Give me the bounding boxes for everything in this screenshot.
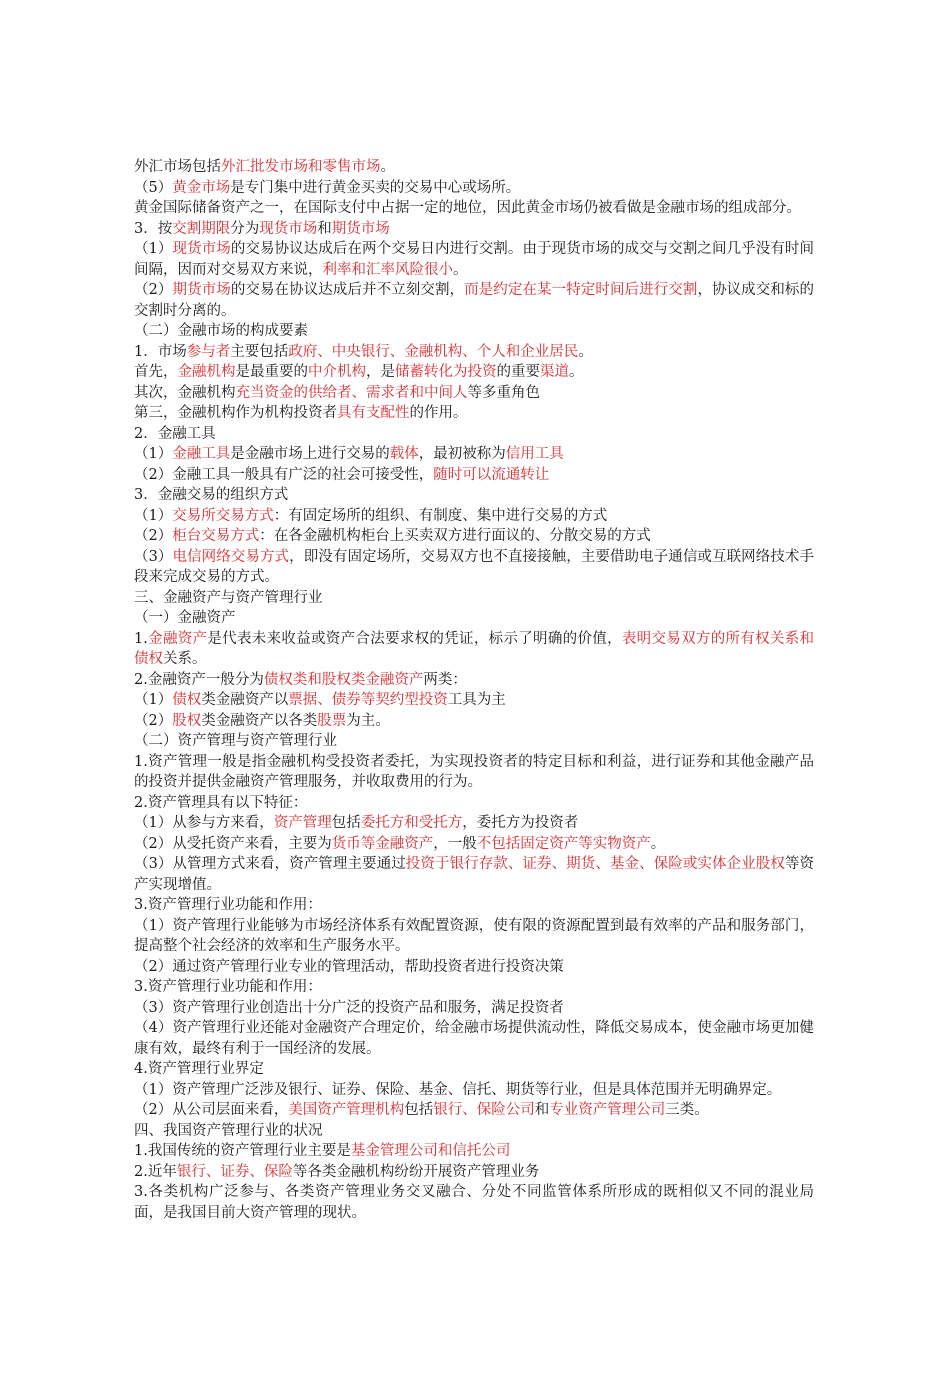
text-line <box>134 444 814 465</box>
text-run: （2） <box>134 528 173 544</box>
text-run: 的交易在协议达成后并不立刻交割， <box>230 282 465 298</box>
text-run: 分为 <box>230 220 260 237</box>
text-run: ，委托方为投资者 <box>462 815 579 831</box>
highlight-text: 票据、债券等契约型投资 <box>288 692 448 708</box>
highlight-text: 专业资产管理公司 <box>549 1102 666 1118</box>
text-run: 是专门集中进行黄金买卖的交易中心或场所。 <box>230 179 521 196</box>
text-line <box>134 403 814 424</box>
text-run: （2）从受托资产来看，主要为 <box>134 835 332 852</box>
highlight-text: 充当资金的供给者、需求者和中间人 <box>235 384 468 401</box>
text-run: ：在各金融机构柜台上买卖双方进行面议的、分散交易的方式 <box>259 528 651 544</box>
text-line <box>134 465 814 486</box>
text-run: 的交易协议达成后在两个交易日内进行交割。由于现货市场的成交与交割之间几乎没有时间间隔，因而对交易双方来说， <box>134 241 815 278</box>
text-line <box>134 588 814 609</box>
text-run: （二）金融市场的构成要素 <box>134 323 308 339</box>
text-line <box>134 998 814 1019</box>
text-run: 3.资产管理行业功能和作用： <box>134 897 322 913</box>
highlight-text: 具有支配性 <box>337 405 410 421</box>
text-run: （4）资产管理行业还能对金融资产合理定价，给金融市场提供流动性，降低交易成本，使金融市场更加健康有效，最终有利于一国经济的发展。 <box>134 1020 814 1057</box>
highlight-text: 美国资产管理机构 <box>288 1102 405 1118</box>
text-run: 其次，金融机构 <box>134 384 236 401</box>
text-run: 为主。 <box>346 712 390 729</box>
text-line <box>134 608 814 629</box>
highlight-text: 期货市场 <box>331 220 390 237</box>
highlight-text: 金融工具 <box>172 446 231 462</box>
text-run: 的作用。 <box>409 405 468 421</box>
text-run: （2）通过资产管理行业专业的管理活动，帮助投资者进行投资决策 <box>134 958 564 975</box>
document-body <box>134 157 814 1223</box>
text-line <box>134 219 814 240</box>
text-run: 2.近年 <box>134 1163 177 1180</box>
highlight-text: 债权 <box>172 692 202 708</box>
highlight-text: 储蓄转化为投资 <box>395 364 497 380</box>
text-line <box>134 1080 814 1101</box>
text-run: 3.各类机构广泛参与、各类资产管理业务交叉融合、分处不同监管体系所形成的既相似又不同的混业局面，是我国目前大资产管理的现状。 <box>134 1184 814 1221</box>
text-run: 和 <box>317 220 332 237</box>
highlight-text: 柜台交易方式 <box>172 528 260 544</box>
highlight-text: 现货市场 <box>172 241 231 257</box>
text-line <box>134 895 814 916</box>
text-line <box>134 957 814 978</box>
text-line <box>134 1018 814 1059</box>
text-line <box>134 157 814 178</box>
highlight-text: 电信网络交易方式 <box>172 548 290 565</box>
text-run: 是金融市场上进行交易的 <box>230 446 390 462</box>
highlight-text: 债权类和股权类金融资产 <box>263 671 424 688</box>
text-run: 。 <box>453 261 468 278</box>
highlight-text: 货币等金融资产 <box>331 835 434 852</box>
text-line <box>134 1182 814 1223</box>
text-line <box>134 793 814 814</box>
highlight-text: 黄金市场 <box>172 179 231 196</box>
text-line <box>134 362 814 383</box>
text-line <box>134 1059 814 1080</box>
highlight-text: 表明交易双方的所有权关系和债权 <box>134 630 815 667</box>
highlight-text: 政府、中央银行、金融机构、个人和企业居民 <box>288 343 579 360</box>
text-run: （3）资产管理行业创造出十分广泛的投资产品和服务，满足投资者 <box>134 999 564 1016</box>
text-line <box>134 752 814 793</box>
highlight-text: 股票 <box>317 712 347 729</box>
highlight-text: 利率和汇率风险很小 <box>322 261 453 278</box>
text-run: （1）从参与方来看， <box>134 815 274 831</box>
highlight-text: 期货市场 <box>172 282 231 298</box>
text-run: 2.金融资产一般分为 <box>134 671 264 688</box>
highlight-text: 银行、证券、保险 <box>176 1163 293 1180</box>
text-run: （1） <box>134 446 173 462</box>
text-line <box>134 834 814 855</box>
text-run: （2） <box>134 282 173 298</box>
text-line <box>134 690 814 711</box>
text-run: 是代表未来收益或资产合法要求权的凭证，标示了明确的价值， <box>207 630 622 647</box>
text-line <box>134 1100 814 1121</box>
text-run: 三类。 <box>665 1102 709 1118</box>
text-line <box>134 711 814 732</box>
text-run: 1.资产管理一般是指金融机构受投资者委托，为实现投资者的特定目标和利益，进行证券和其他金融产品的投资并提供金融资产管理服务，并收取费用的行为。 <box>134 753 814 790</box>
text-run: （一）金融资产 <box>134 610 236 626</box>
text-run: 等多重角色 <box>467 384 540 401</box>
text-run: 工具为主 <box>447 692 506 708</box>
text-run: 3．按 <box>134 220 173 237</box>
text-run: 主要包括 <box>230 343 289 360</box>
text-run: 2.资产管理具有以下特征： <box>134 794 308 811</box>
text-run: （2）从公司层面来看， <box>134 1102 289 1118</box>
text-run: ，最初被称为 <box>418 446 506 462</box>
highlight-text: 基金管理公司和信托公司 <box>350 1143 511 1159</box>
highlight-text: 资产管理 <box>273 815 332 831</box>
text-run: （5） <box>134 179 173 196</box>
highlight-text: 信用工具 <box>505 446 564 462</box>
highlight-text: 而是约定在某一特定时间后进行交割 <box>464 282 698 298</box>
highlight-text: 股权 <box>172 712 202 729</box>
text-run: 首先， <box>134 364 178 380</box>
text-run: 包括 <box>404 1102 434 1118</box>
text-run: 等资产实现增值。 <box>134 856 815 893</box>
text-run: （1）资产管理广泛涉及银行、证券、保险、基金、信托、期货等行业，但是具体范围并无明确界定。 <box>134 1081 782 1098</box>
text-line <box>134 1141 814 1162</box>
text-run: 两类： <box>423 671 467 688</box>
text-run: 1. <box>134 630 148 647</box>
text-line <box>134 526 814 547</box>
text-line <box>134 198 814 219</box>
text-run: 第三，金融机构作为机构投资者 <box>134 405 337 421</box>
text-run: （3） <box>134 548 173 565</box>
text-line <box>134 280 814 321</box>
highlight-text: 金融资产 <box>147 630 208 647</box>
text-run: 。 <box>380 159 395 175</box>
text-run: 1.我国传统的资产管理行业主要是 <box>134 1143 351 1159</box>
highlight-text: 外汇批发市场和零售市场 <box>221 159 381 175</box>
text-run: 。 <box>650 835 666 852</box>
text-run: ，即没有固定场所，交易双方也不直接接触，主要借助电子通信或互联网络技术手段来完成交易的方式。 <box>134 548 815 585</box>
text-run: 4.资产管理行业界定 <box>134 1061 264 1077</box>
text-line <box>134 977 814 998</box>
text-run: （1） <box>134 241 173 257</box>
highlight-text: 渠道 <box>540 364 569 380</box>
text-run: 类金融资产以各类 <box>201 712 318 729</box>
highlight-text: 现货市场 <box>259 220 318 237</box>
highlight-text: 载体 <box>389 446 419 462</box>
text-run: 的重要 <box>496 364 540 380</box>
highlight-text: 银行、保险公司 <box>433 1102 535 1118</box>
text-line <box>134 1162 814 1183</box>
text-run: 。 <box>569 364 584 380</box>
text-run: 包括 <box>331 815 361 831</box>
text-run: ，协议成交和标的交割时分离的。 <box>134 282 815 319</box>
text-run: 外汇市场包括 <box>134 159 221 175</box>
text-run: （3）从管理方式来看，资产管理主要通过 <box>134 856 406 872</box>
text-run: （2）金融工具一般具有广泛的社会可接受性， <box>134 466 434 483</box>
text-line <box>134 321 814 342</box>
highlight-text: 中介机构 <box>308 364 366 380</box>
text-line <box>134 239 814 280</box>
text-run: 黄金国际储备资产之一，在国际支付中占据一定的地位，因此黄金市场仍被看做是金融市场的组成部分。 <box>134 200 801 216</box>
text-run: 类金融资产以 <box>201 692 289 708</box>
highlight-text: 金融机构 <box>177 364 236 380</box>
text-run: 三、金融资产与资产管理行业 <box>134 589 323 606</box>
text-run: 等各类金融机构纷纷开展资产管理业务 <box>292 1163 540 1180</box>
text-line <box>134 383 814 404</box>
text-run: 1．市场 <box>134 343 187 360</box>
text-run: 四、我国资产管理行业的状况 <box>134 1122 323 1139</box>
text-run: 和 <box>534 1102 550 1118</box>
text-run: ，是 <box>366 364 395 380</box>
text-line <box>134 916 814 957</box>
text-line <box>134 506 814 527</box>
text-line <box>134 178 814 199</box>
text-run: 是最重要的 <box>235 364 308 380</box>
text-line <box>134 342 814 363</box>
text-run: （二）资产管理与资产管理行业 <box>134 733 337 749</box>
text-line <box>134 424 814 445</box>
text-line <box>134 813 814 834</box>
highlight-text: 参与者 <box>186 343 231 360</box>
text-line <box>134 670 814 691</box>
text-run: （1）资产管理行业能够为市场经济体系有效配置资源，使有限的资源配置到最有效率的产品和服务部门，提高整个社会经济的效率和生产服务水平。 <box>134 917 814 954</box>
text-run: 2．金融工具 <box>134 425 216 442</box>
text-run: （2） <box>134 712 173 729</box>
text-run: ，一般 <box>433 835 477 852</box>
text-line <box>134 547 814 588</box>
text-run: 3.资产管理行业功能和作用： <box>134 979 322 995</box>
highlight-text: 委托方和受托方 <box>360 815 463 831</box>
text-line <box>134 629 814 670</box>
text-line <box>134 485 814 506</box>
highlight-text: 交割期限 <box>172 220 231 237</box>
text-run: 3．金融交易的组织方式 <box>134 487 289 503</box>
text-run: 关系。 <box>163 651 207 667</box>
highlight-text: 投资于银行存款、证券、期货、基金、保险或实体企业股权 <box>405 856 785 872</box>
text-run: （1） <box>134 692 173 708</box>
highlight-text: 随时可以流通转让 <box>433 466 550 483</box>
text-run: ：有固定场所的组织、有制度、集中进行交易的方式 <box>273 507 608 524</box>
text-line <box>134 1121 814 1142</box>
text-line <box>134 854 814 895</box>
highlight-text: 交易所交易方式 <box>172 507 274 524</box>
text-run: 。 <box>578 343 593 360</box>
text-run: （1） <box>134 507 173 524</box>
highlight-text: 不包括固定资产等实物资产 <box>476 835 651 852</box>
text-line <box>134 731 814 752</box>
